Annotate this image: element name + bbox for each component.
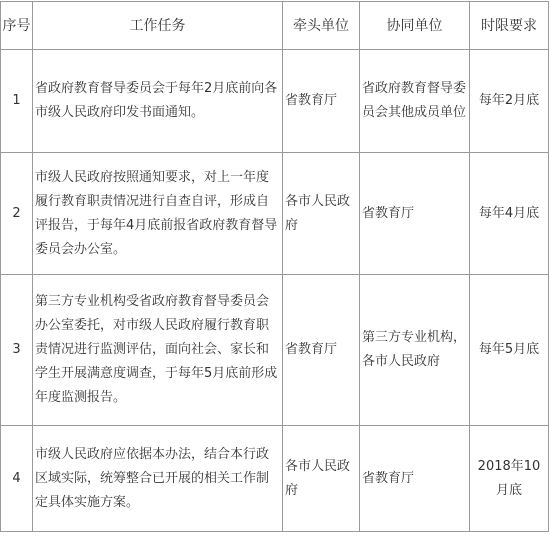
header-deadline: 时限要求 <box>470 2 549 50</box>
header-task: 工作任务 <box>33 2 283 50</box>
row-lead-unit: 省教育厅 <box>283 275 360 426</box>
row-task: 省政府教育督导委员会于每年2月底前向各市级人民政府印发书面通知。 <box>33 50 283 153</box>
table-row <box>1 50 549 153</box>
task-table <box>0 1 549 532</box>
table-row <box>1 275 549 426</box>
row-task: 市级人民政府应依据本办法，结合本行政区域实际，统筹整合已开展的相关工作制定具体实施方案。 <box>33 426 283 532</box>
row-assist-unit: 第三方专业机构，各市人民政府 <box>360 275 470 426</box>
header-assist-unit: 协同单位 <box>360 2 470 50</box>
row-deadline: 2018年10月底 <box>470 426 549 532</box>
row-deadline: 每年4月底 <box>470 153 549 275</box>
row-deadline: 每年2月底 <box>470 50 549 153</box>
table-row <box>1 426 549 532</box>
row-task: 市级人民政府按照通知要求，对上一年度履行教育职责情况进行自查自评，形成自评报告，于每年4月底前报省政府教育督导委员会办公室。 <box>33 153 283 275</box>
row-lead-unit: 省教育厅 <box>283 50 360 153</box>
row-assist-unit: 省教育厅 <box>360 153 470 275</box>
row-index: 1 <box>1 50 33 153</box>
row-index: 3 <box>1 275 33 426</box>
row-lead-unit: 各市人民政府 <box>283 426 360 532</box>
row-task: 第三方专业机构受省政府教育督导委员会办公室委托，对市级人民政府履行教育职责情况进行监测评估，面向社会、家长和学生开展满意度调查，于每年5月底前形成年度监测报告。 <box>33 275 283 426</box>
table-row <box>1 153 549 275</box>
row-lead-unit: 各市人民政府 <box>283 153 360 275</box>
header-lead-unit: 牵头单位 <box>283 2 360 50</box>
header-index: 序号 <box>1 2 33 50</box>
row-deadline: 每年5月底 <box>470 275 549 426</box>
row-index: 2 <box>1 153 33 275</box>
row-index: 4 <box>1 426 33 532</box>
row-assist-unit: 省政府教育督导委员会其他成员单位 <box>360 50 470 153</box>
table-header-row <box>1 2 549 50</box>
row-assist-unit: 省教育厅 <box>360 426 470 532</box>
